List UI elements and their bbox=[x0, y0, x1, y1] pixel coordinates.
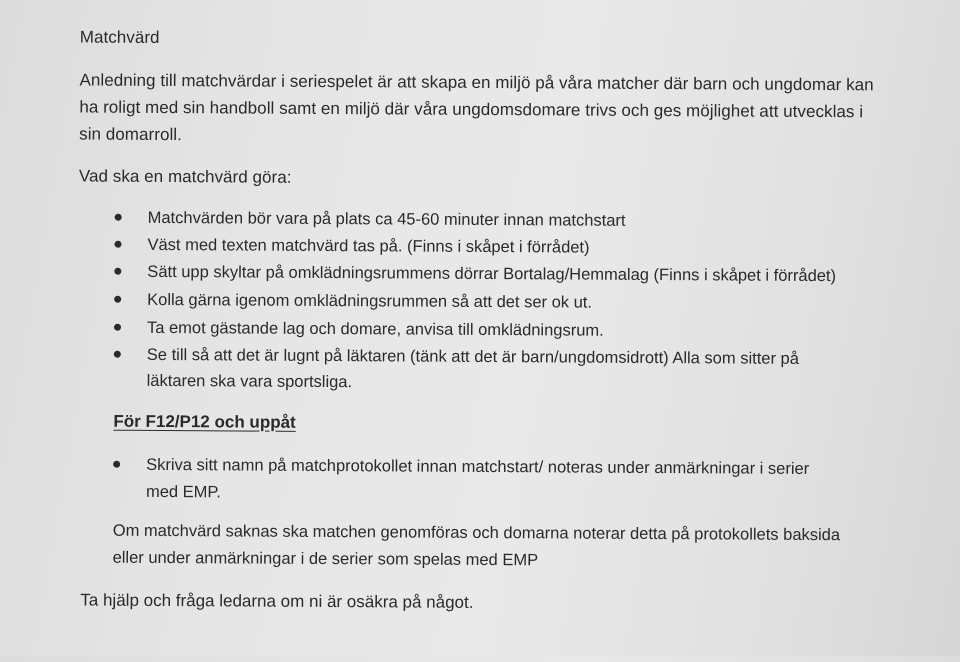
duty-item-6-line-1: Se till så att det är lugnt på läktaren (tänk att det är barn/ungdomsidrott) Alla som sitter på bbox=[146, 345, 799, 368]
duties-question: Vad ska en matchvärd göra: bbox=[78, 166, 292, 187]
duty-item-4: Kolla gärna igenom omklädningsrummen så att det ser ok ut. bbox=[147, 290, 593, 312]
bullet-dot bbox=[115, 214, 122, 221]
duty-item-6-line-2: läktaren ska vara sportsliga. bbox=[146, 371, 353, 392]
bullet-dot bbox=[114, 241, 121, 248]
missing-host-line-2: eller under anmärkningar i de serier som spelas med EMP bbox=[112, 548, 539, 570]
duty-item-5: Ta emot gästande lag och domare, anvisa till omklädningsrum. bbox=[146, 318, 604, 340]
section-heading: För F12/P12 och uppåt bbox=[113, 411, 296, 432]
bullet-dot bbox=[114, 324, 121, 331]
closing-text: Ta hjälp och fråga ledarna om ni är osäkra på något. bbox=[80, 590, 474, 612]
duty-item-1: Matchvärden bör vara på plats ca 45-60 minuter innan matchstart bbox=[147, 208, 626, 230]
bullet-dot bbox=[113, 461, 120, 468]
intro-line-3: sin domarroll. bbox=[79, 124, 182, 145]
section-item-line-1: Skriva sitt namn på matchprotokollet innan matchstart/ noteras under anmärkningar i serier bbox=[146, 455, 810, 478]
section-item-line-2: med EMP. bbox=[145, 482, 221, 502]
missing-host-line-1: Om matchvärd saknas ska matchen genomföras och domarna noterar detta på protokollets baksida bbox=[112, 521, 841, 545]
document-title: Matchvärd bbox=[79, 27, 160, 47]
bullet-dot bbox=[114, 351, 121, 358]
intro-line-1: Anledning till matchvärdar i seriespelet är att skapa en miljö på våra matcher där barn och ungdomar kan bbox=[79, 70, 874, 95]
duty-item-3: Sätt upp skyltar på omklädningsrummens dörrar Bortalag/Hemmalag (Finns i skåpet i förrådet) bbox=[147, 262, 837, 286]
duty-item-2: Väst med texten matchvärd tas på. (Finns i skåpet i förrådet) bbox=[147, 235, 590, 257]
bullet-dot bbox=[114, 268, 121, 275]
bullet-dot bbox=[114, 296, 121, 303]
intro-line-2: ha roligt med sin handboll samt en miljö där våra ungdomsdomare trivs och ges möjlighet att utvecklas i bbox=[79, 97, 864, 122]
